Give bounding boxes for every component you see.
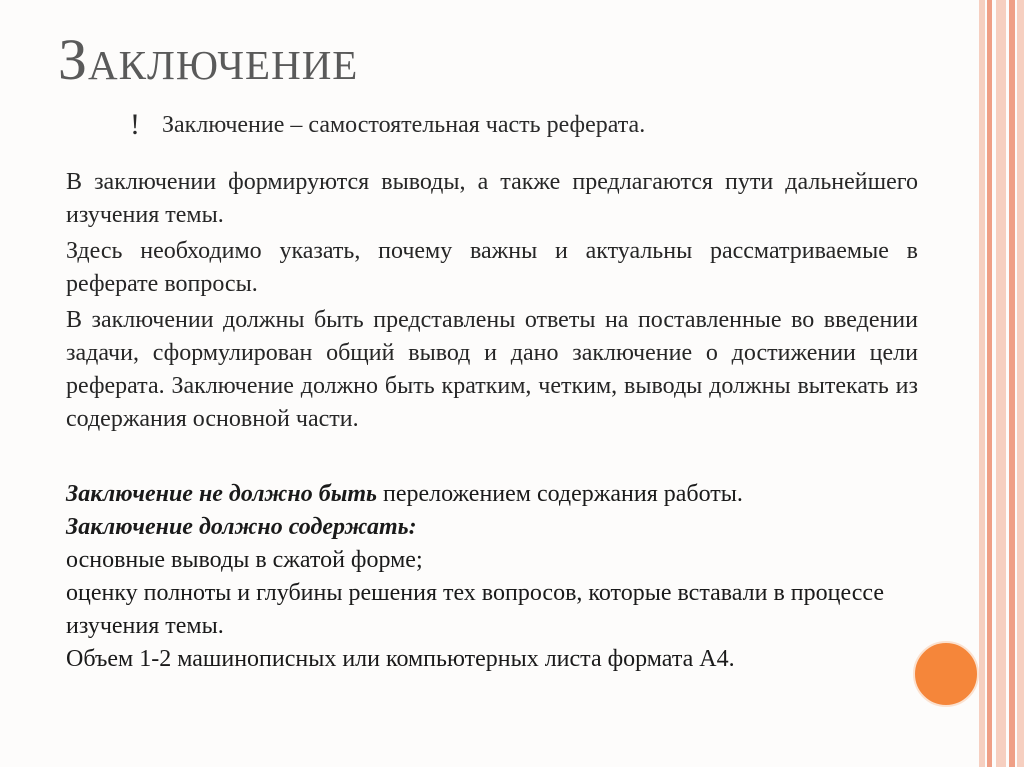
note-text: переложением содержания работы.: [377, 481, 743, 507]
note-item: оценку полноты и глубины решения тех вопросов, которые вставали в процессе изучения темы.: [66, 580, 884, 639]
decor-stripe: [1009, 0, 1015, 767]
note-line: [66, 478, 884, 511]
decor-stripe: [987, 0, 992, 767]
note-emphasis: Заключение не должно быть: [66, 481, 377, 507]
slide-title: Заключение: [58, 27, 359, 92]
subtitle-text: Заключение – самостоятельная часть реферата.: [162, 112, 646, 138]
notes-block: [66, 478, 884, 676]
note-heading: Заключение должно содержать:: [66, 514, 417, 540]
note-item: основные выводы в сжатой форме;: [66, 547, 423, 573]
decor-stripe: [996, 0, 1006, 767]
decor-stripe: [1017, 0, 1024, 767]
exclamation-bullet: !: [130, 108, 140, 141]
decor-stripe: [979, 0, 985, 767]
subtitle-line: [130, 108, 645, 142]
decor-circle: [913, 641, 979, 707]
paragraph-answers: В заключении должны быть представлены ответы на поставленные во введении задачи, сформулирован общий вывод и дано заключение о достижении цели реферата. Заключение должно быть кратким, четким, выводы должны вытекать из содержания основной части.: [66, 307, 918, 432]
paragraph-conclusions: В заключении формируются выводы, а также предлагаются пути дальнейшего изучения темы.: [66, 169, 918, 228]
note-item: Объем 1-2 машинописных или компьютерных листа формата А4.: [66, 646, 735, 672]
paragraph-relevance: Здесь необходимо указать, почему важны и актуальны рассматриваемые в реферате вопросы.: [66, 238, 918, 297]
